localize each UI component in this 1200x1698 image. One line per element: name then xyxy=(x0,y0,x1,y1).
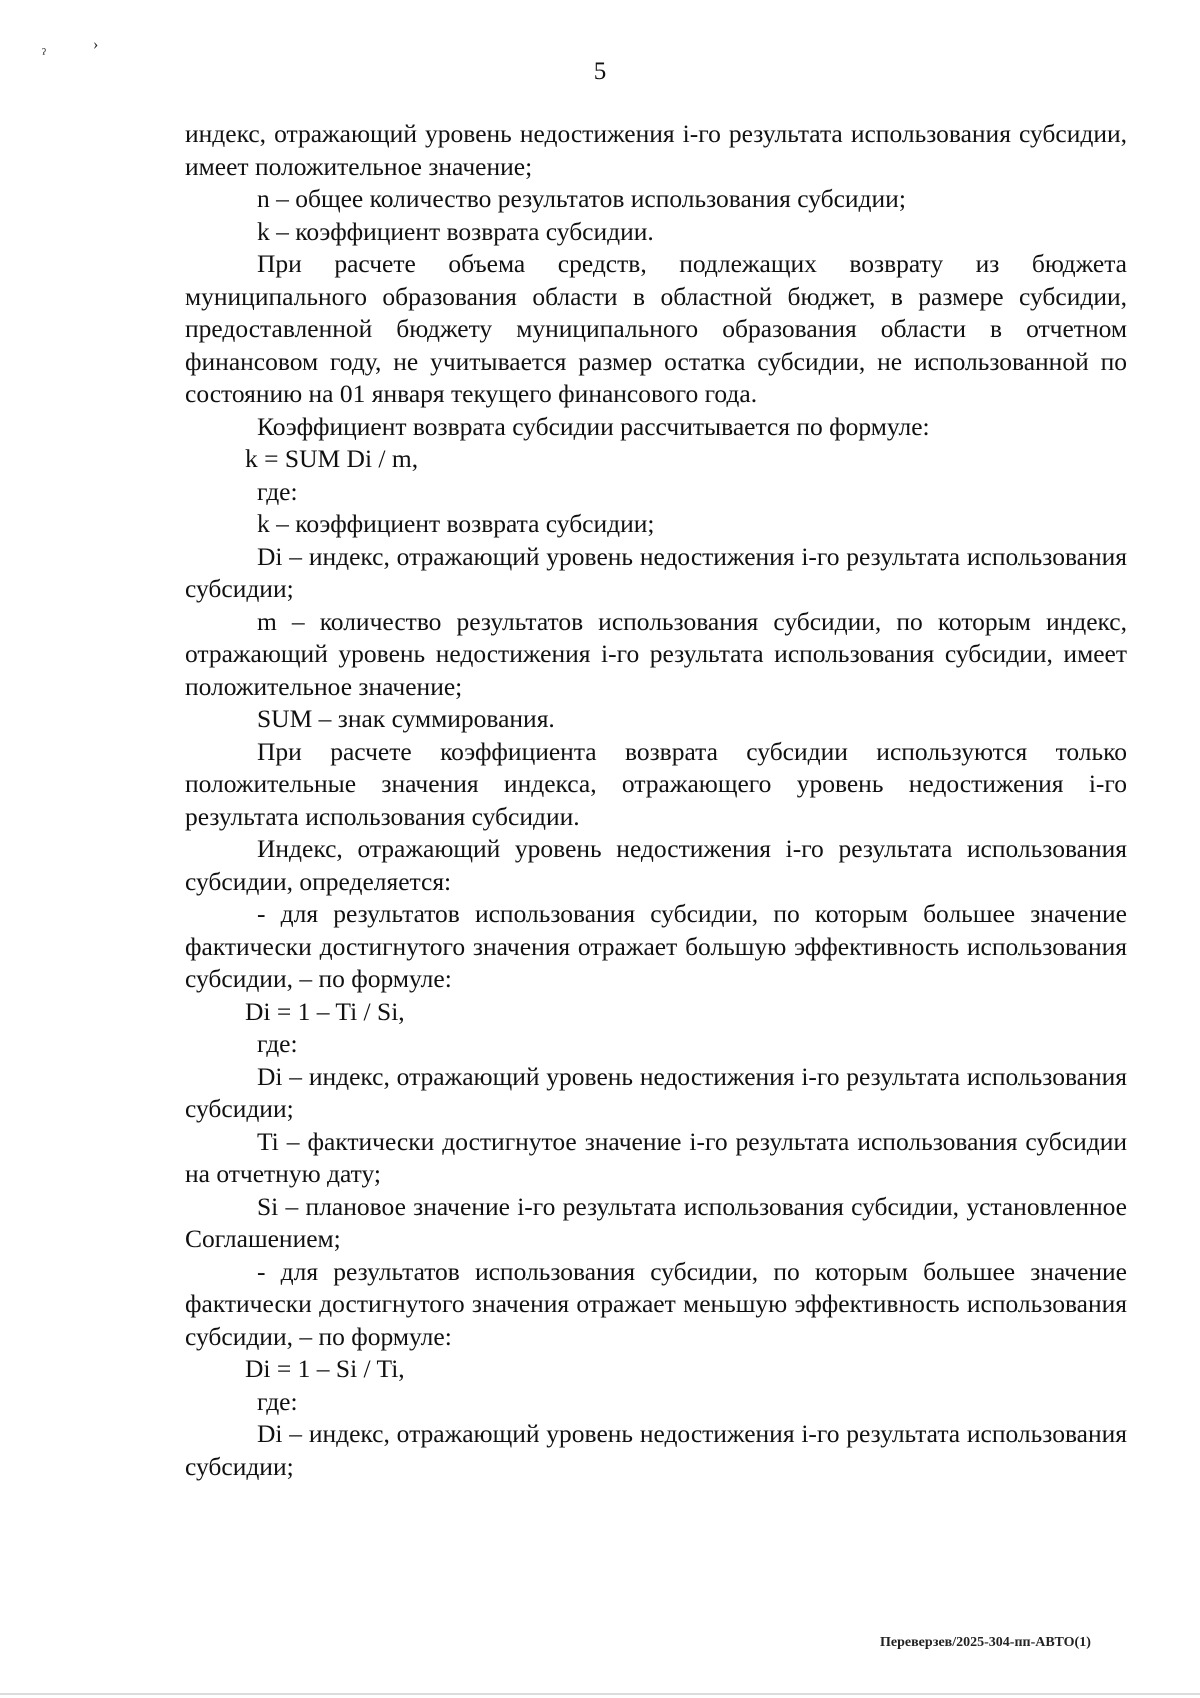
paragraph: n – общее количество результатов использования субсидии; xyxy=(257,184,906,213)
paragraph: k – коэффициент возврата субсидии; xyxy=(257,509,655,538)
paragraph: Di – индекс, отражающий уровень недостижения i-го результата использования субсидии; xyxy=(185,541,1127,603)
paragraph: Si – плановое значение i-го результата использования субсидии, установленное Соглашением; xyxy=(185,1191,1127,1253)
page-number: 5 xyxy=(593,58,607,85)
formula: Di = 1 – Ti / Si, xyxy=(245,996,405,1026)
paragraph: Di – индекс, отражающий уровень недостижения i-го результата использования субсидии; xyxy=(185,1419,1127,1481)
paragraph: При расчете объема средств, подлежащих возврату из бюджета муниципального образования области в областной бюджет, в размере субсидии, предоставленной бюджету муниципального образования области в отчетном финансовом году, не учитывается размер остатка субсидии, не использованной по состоянию на 01 января текущего финансового года. xyxy=(185,249,1127,408)
document-body xyxy=(185,118,1127,1483)
paragraph: k – коэффициент возврата субсидии. xyxy=(257,216,654,246)
document-reference: Переверзев/2025-304-пп-АВТО(1) xyxy=(880,1635,1091,1650)
paragraph: - для результатов использования субсидии, по которым большее значение фактически достигнутого значения отражает меньшую эффективность использования субсидии, – по формуле: xyxy=(185,1256,1127,1351)
paragraph: Коэффициент возврата субсидии рассчитывается по формуле: xyxy=(257,411,930,441)
paragraph: Di – индекс, отражающий уровень недостижения i-го результата использования субсидии; xyxy=(185,1061,1127,1123)
formula: k = SUM Di / m, xyxy=(245,444,419,473)
scan-edge-line xyxy=(0,1693,1200,1695)
paragraph: где: xyxy=(257,1386,298,1416)
paragraph: Индекс, отражающий уровень недостижения i-го результата использования субсидии, определяется: xyxy=(185,834,1127,896)
paragraph: индекс, отражающий уровень недостижения i-го результата использования субсидии, имеет положительное значение; xyxy=(185,119,1127,181)
formula: Di = 1 – Si / Ti, xyxy=(245,1354,405,1383)
paragraph: - для результатов использования субсидии, по которым большее значение фактически достигнутого значения отражает большую эффективность использования субсидии, – по формуле: xyxy=(185,899,1127,993)
paragraph: При расчете коэффициента возврата субсидии используются только положительные значения индекса, отражающего уровень недостижения i-го результата использования субсидии. xyxy=(185,736,1127,831)
paragraph: где: xyxy=(257,1029,298,1058)
paragraph: Ti – фактически достигнутое значение i-го результата использования субсидии на отчетную дату; xyxy=(185,1126,1127,1188)
paragraph: SUM – знак суммирования. xyxy=(257,704,555,733)
scan-artifact: ˀ xyxy=(42,46,46,63)
paragraph: где: xyxy=(257,476,298,506)
paragraph: m – количество результатов использования субсидии, по которым индекс, отражающий уровень недостижения i-го результата использования субсидии, имеет положительное значение; xyxy=(185,606,1127,701)
scan-artifact: › xyxy=(93,36,99,53)
